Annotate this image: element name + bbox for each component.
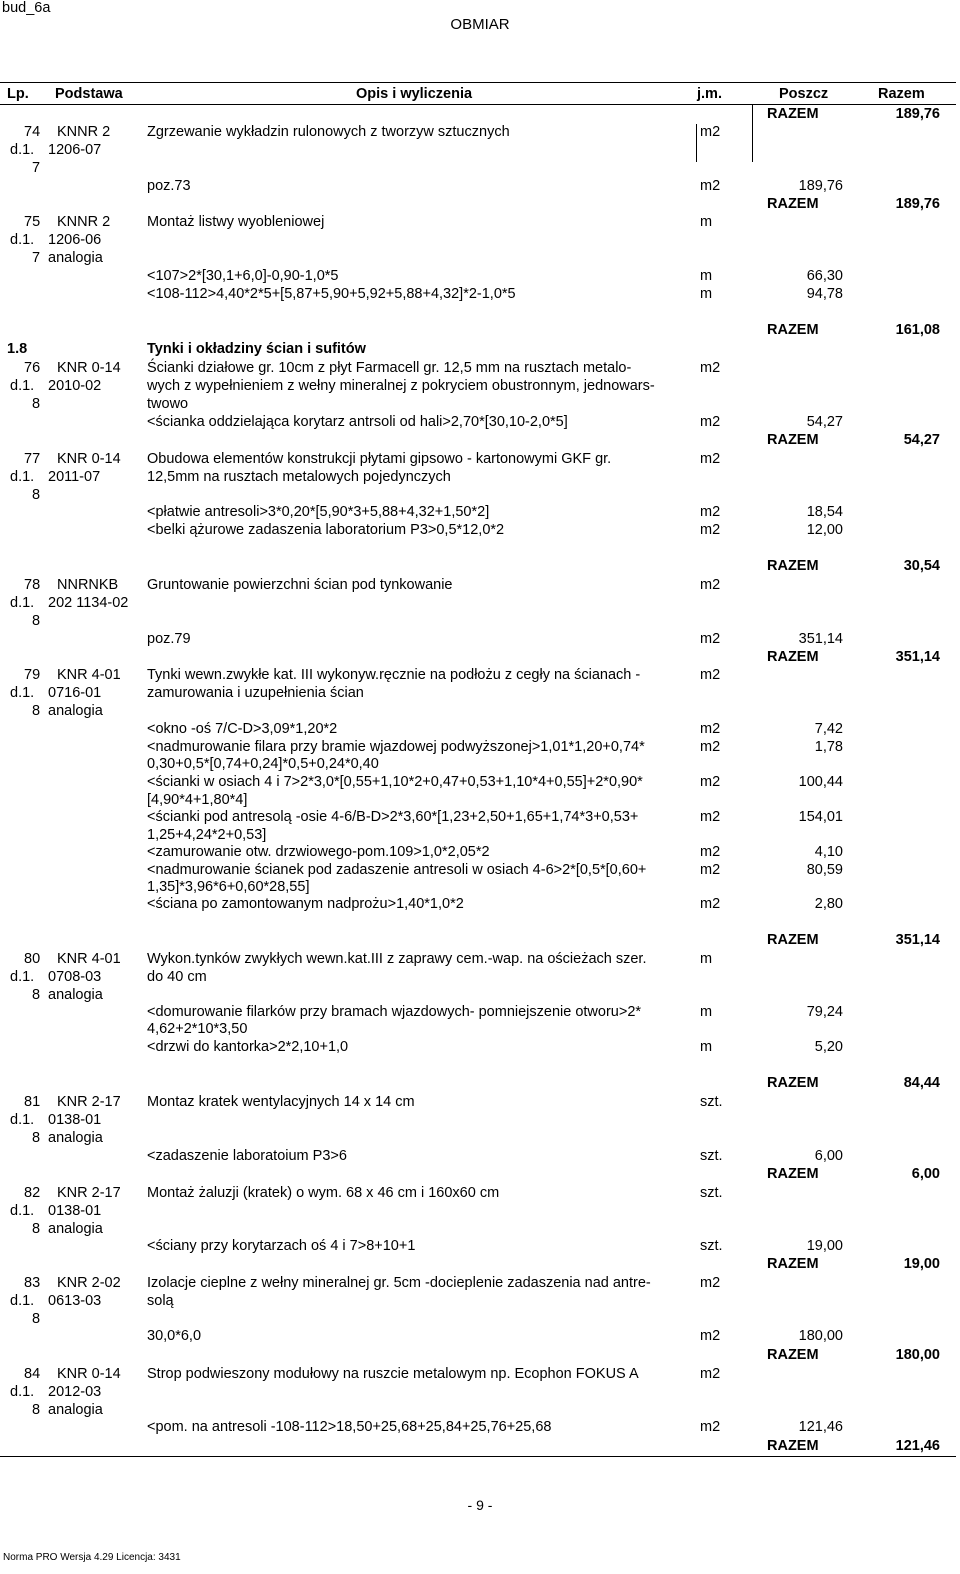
col-razem: Razem [878,86,925,102]
table-cell: 351,14 [798,631,843,647]
table-cell: <domurowanie filarków przy bramach wjazdowych- pomniejszenie otworu>2* [147,1004,642,1020]
table-cell: KNR 0-14 [57,451,121,467]
table-cell: m [700,951,713,967]
total-cell: RAZEM [767,432,819,448]
table-cell: 8 [32,396,41,412]
table-cell: 154,01 [798,809,843,825]
table-cell: <pom. na antresoli -108-112>18,50+25,68+25,84+25,76+25,68 [147,1419,552,1435]
table-cell: szt. [700,1238,723,1254]
total-cell: 19,00 [903,1256,940,1272]
table-cell: 8 [32,613,41,629]
table-cell: 8 [32,987,41,1003]
table-cell: Strop podwieszony modułowy na ruszcie metalowym np. Ecophon FOKUS A [147,1366,639,1382]
total-cell: Tynki i okładziny ścian i sufitów [147,341,366,357]
table-cell: Montaz kratek wentylacyjnych 14 x 14 cm [147,1094,415,1110]
total-cell: 84,44 [903,1075,940,1091]
total-cell: 351,14 [895,649,940,665]
table-cell: twowo [147,396,189,412]
total-cell: 161,08 [895,322,940,338]
table-cell: d.1. [10,1203,35,1219]
table-cell: 81 [24,1094,41,1110]
col-poszcz: Poszcz [779,86,829,102]
table-cell: d.1. [10,1384,35,1400]
table-cell: m2 [700,504,721,520]
table-cell: 7 [32,250,41,266]
table-cell: d.1. [10,378,35,394]
table-cell: d.1. [10,969,35,985]
table-cell: 54,27 [806,414,843,430]
header-top-rule [0,82,956,83]
table-cell: 0613-03 [48,1293,102,1309]
table-cell: <belki ążurowe zadaszenia laboratorium P3>0,5*12,0*2 [147,522,505,538]
table-cell: <ściana po zamontowanym nadprożu>1,40*1,0*2 [147,896,464,912]
table-cell: m [700,268,713,284]
total-cell: RAZEM [767,649,819,665]
table-cell: NNRNKB [57,577,119,593]
table-cell: poz.73 [147,178,191,194]
table-cell: d.1. [10,1112,35,1128]
table-cell: m2 [700,631,721,647]
table-cell: m2 [700,809,721,825]
table-cell: m2 [700,1275,721,1291]
table-cell: 6,00 [814,1148,843,1164]
table-cell: m2 [700,1419,721,1435]
table-cell: d.1. [10,469,35,485]
table-cell: 1,78 [814,739,843,755]
total-cell: 189,76 [895,106,940,122]
table-cell: KNR 4-01 [57,667,121,683]
total-cell: 121,46 [895,1438,940,1454]
table-bottom-rule [0,1456,956,1457]
table-cell: m2 [700,862,721,878]
table-cell: m [700,286,713,302]
table-cell: <ścianki w osiach 4 i 7>2*3,0*[0,55+1,10*2+0,47+0,53+1,10*4+0,55]+2*0,90* [147,774,643,790]
table-cell: 12,5mm na rusztach metalowych pojedynczych [147,469,451,485]
table-cell: 78 [24,577,41,593]
table-cell: <zadaszenie laboratoium P3>6 [147,1148,347,1164]
table-cell: 19,00 [806,1238,843,1254]
table-cell: 1,25+4,24*2+0,53] [147,827,267,843]
table-cell: 2012-03 [48,1384,102,1400]
table-cell: 76 [24,360,41,376]
table-cell: <ścianka oddzielająca korytarz antrsoli od hali>2,70*[30,10-2,0*5] [147,414,568,430]
table-cell: Izolacje cieplne z wełny mineralnej gr. 5cm -docieplenie zadaszenia nad antre- [147,1275,651,1291]
table-cell: 100,44 [798,774,843,790]
table-cell: KNR 0-14 [57,360,121,376]
table-cell: analogia [48,250,103,266]
column-rule [696,124,697,162]
table-cell: 82 [24,1185,41,1201]
table-cell: <ściany przy korytarzach oś 4 i 7>8+10+1 [147,1238,416,1254]
table-cell: 189,76 [798,178,843,194]
col-jm: j.m. [697,86,722,102]
table-cell: wych z wypełnieniem z wełny mineralnej z pokryciem obustronnym, jednowars- [147,378,655,394]
col-opis: Opis i wyliczenia [356,86,473,102]
total-cell: RAZEM [767,106,819,122]
total-cell: RAZEM [767,1347,819,1363]
table-cell: KNNR 2 [57,214,111,230]
table-cell: 2,80 [814,896,843,912]
table-cell: m2 [700,774,721,790]
table-cell: Gruntowanie powierzchni ścian pod tynkowanie [147,577,453,593]
table-cell: 8 [32,1311,41,1327]
table-cell: 30,0*6,0 [147,1328,202,1344]
table-cell: 0138-01 [48,1112,102,1128]
table-cell: KNR 2-17 [57,1185,121,1201]
total-cell: RAZEM [767,1256,819,1272]
table-cell: <107>2*[30,1+6,0]-0,90-1,0*5 [147,268,339,284]
table-cell: 1206-07 [48,142,102,158]
table-cell: 74 [24,124,41,140]
total-cell: RAZEM [767,322,819,338]
table-cell: 18,54 [806,504,843,520]
table-cell: Zgrzewanie wykładzin rulonowych z tworzyw sztucznych [147,124,510,140]
table-cell: <nadmurowanie filara przy bramie wjazdowej podwyższonej>1,01*1,20+0,74* [147,739,645,755]
table-cell: m2 [700,360,721,376]
table-cell: zamurowania i uzupełnienia ścian [147,685,364,701]
column-rule [752,104,753,162]
table-cell: m [700,1004,713,1020]
table-cell: 0138-01 [48,1203,102,1219]
table-cell: KNR 2-17 [57,1094,121,1110]
table-cell: szt. [700,1148,723,1164]
total-cell: RAZEM [767,1438,819,1454]
total-cell: 351,14 [895,932,940,948]
total-cell: 180,00 [895,1347,940,1363]
table-cell: d.1. [10,1293,35,1309]
table-cell: Montaż listwy wyobleniowej [147,214,325,230]
table-cell: m2 [700,667,721,683]
table-cell: <okno -oś 7/C-D>3,09*1,20*2 [147,721,338,737]
table-cell: 75 [24,214,41,230]
table-cell: <zamurowanie otw. drzwiowego-pom.109>1,0*2,05*2 [147,844,490,860]
page-number: - 9 - [467,1497,493,1513]
table-cell: 8 [32,1402,41,1418]
table-cell: m2 [700,124,721,140]
table-cell: 66,30 [806,268,843,284]
table-cell: 2011-07 [48,469,101,485]
table-cell: do 40 cm [147,969,207,985]
table-cell: 8 [32,703,41,719]
table-cell: d.1. [10,685,35,701]
table-cell: 8 [32,1130,41,1146]
table-cell: KNNR 2 [57,124,111,140]
table-cell: 0716-01 [48,685,102,701]
table-cell: m2 [700,522,721,538]
table-cell: 1206-06 [48,232,102,248]
license-note: Norma PRO Wersja 4.29 Licencja: 3431 [3,1552,181,1563]
total-cell: 30,54 [903,558,940,574]
table-cell: 79 [24,667,41,683]
table-cell: KNR 0-14 [57,1366,121,1382]
table-cell: 77 [24,451,41,467]
table-cell: solą [147,1293,174,1309]
table-cell: 0,30+0,5*[0,74+0,24]*0,5+0,24*0,40 [147,756,379,772]
table-cell: 2010-02 [48,378,102,394]
table-cell: m2 [700,178,721,194]
table-cell: 80 [24,951,41,967]
table-cell: m2 [700,1328,721,1344]
table-cell: 8 [32,1221,41,1237]
col-lp: Lp. [7,86,29,102]
table-cell: poz.79 [147,631,191,647]
total-cell: RAZEM [767,558,819,574]
total-cell: 189,76 [895,196,940,212]
table-cell: m [700,1039,713,1055]
table-cell: 7 [32,160,41,176]
table-cell: analogia [48,987,103,1003]
table-cell: analogia [48,1221,103,1237]
table-cell: 79,24 [806,1004,843,1020]
table-cell: Obudowa elementów konstrukcji płytami gipsowo - kartonowymi GKF gr. [147,451,612,467]
total-cell: RAZEM [767,1075,819,1091]
page-title: OBMIAR [450,16,510,33]
table-cell: <drzwi do kantorka>2*2,10+1,0 [147,1039,349,1055]
table-cell: 12,00 [806,522,843,538]
col-podstawa: Podstawa [55,86,123,102]
table-cell: KNR 2-02 [57,1275,121,1291]
table-cell: m2 [700,721,721,737]
table-cell: 80,59 [806,862,843,878]
table-cell: d.1. [10,142,35,158]
table-cell: Ścianki działowe gr. 10cm z płyt Farmacell gr. 12,5 mm na rusztach metalo- [147,360,632,376]
table-cell: d.1. [10,595,35,611]
table-cell: Montaż żaluzji (kratek) o wym. 68 x 46 cm i 160x60 cm [147,1185,500,1201]
table-cell: <nadmurowanie ścianek pod zadaszenie antresoli w osiach 4-6>2*[0,5*[0,60+ [147,862,647,878]
total-cell: 1.8 [7,341,28,357]
table-cell: analogia [48,703,103,719]
table-cell: analogia [48,1402,103,1418]
table-cell: KNR 4-01 [57,951,121,967]
table-cell: <ścianki pod antresolą -osie 4-6/B-D>2*3,60*[1,23+2,50+1,65+1,74*3+0,53+ [147,809,639,825]
table-cell: Wykon.tynków zwykłych wewn.kat.III z zaprawy cem.-wap. na ościeżach szer. [147,951,647,967]
table-cell: [4,90*4+1,80*4] [147,792,248,808]
table-cell: <108-112>4,40*2*5+[5,87+5,90+5,92+5,88+4,32]*2-1,0*5 [147,286,516,302]
table-cell: m2 [700,451,721,467]
total-cell: RAZEM [767,196,819,212]
table-cell: m2 [700,1366,721,1382]
table-cell: 4,10 [814,844,843,860]
table-cell: m2 [700,896,721,912]
table-cell: <płatwie antresoli>3*0,20*[5,90*3+5,88+4,32+1,50*2] [147,504,490,520]
table-cell: Tynki wewn.zwykłe kat. III wykonyw.ręcznie na podłożu z cegły na ścianach - [147,667,641,683]
total-cell: RAZEM [767,932,819,948]
total-cell: RAZEM [767,1166,819,1182]
table-cell: 8 [32,487,41,503]
table-cell: 83 [24,1275,41,1291]
table-cell: 84 [24,1366,41,1382]
table-cell: 7,42 [814,721,843,737]
table-cell: d.1. [10,232,35,248]
table-cell: m [700,214,713,230]
table-cell: 4,62+2*10*3,50 [147,1021,248,1037]
table-cell: m2 [700,739,721,755]
table-cell: 1,35]*3,96*6+0,60*28,55] [147,879,310,895]
table-cell: szt. [700,1094,723,1110]
table-cell: 5,20 [814,1039,843,1055]
document-code: bud_6a [2,0,51,16]
table-cell: analogia [48,1130,103,1146]
total-cell: 54,27 [903,432,940,448]
table-cell: szt. [700,1185,723,1201]
table-cell: 202 1134-02 [48,595,129,611]
total-cell: 6,00 [911,1166,940,1182]
table-cell: 0708-03 [48,969,102,985]
table-cell: m2 [700,414,721,430]
table-cell: m2 [700,577,721,593]
table-cell: 180,00 [798,1328,843,1344]
header-bottom-rule [0,104,956,105]
table-cell: 94,78 [806,286,843,302]
table-cell: m2 [700,844,721,860]
table-cell: 121,46 [798,1419,843,1435]
